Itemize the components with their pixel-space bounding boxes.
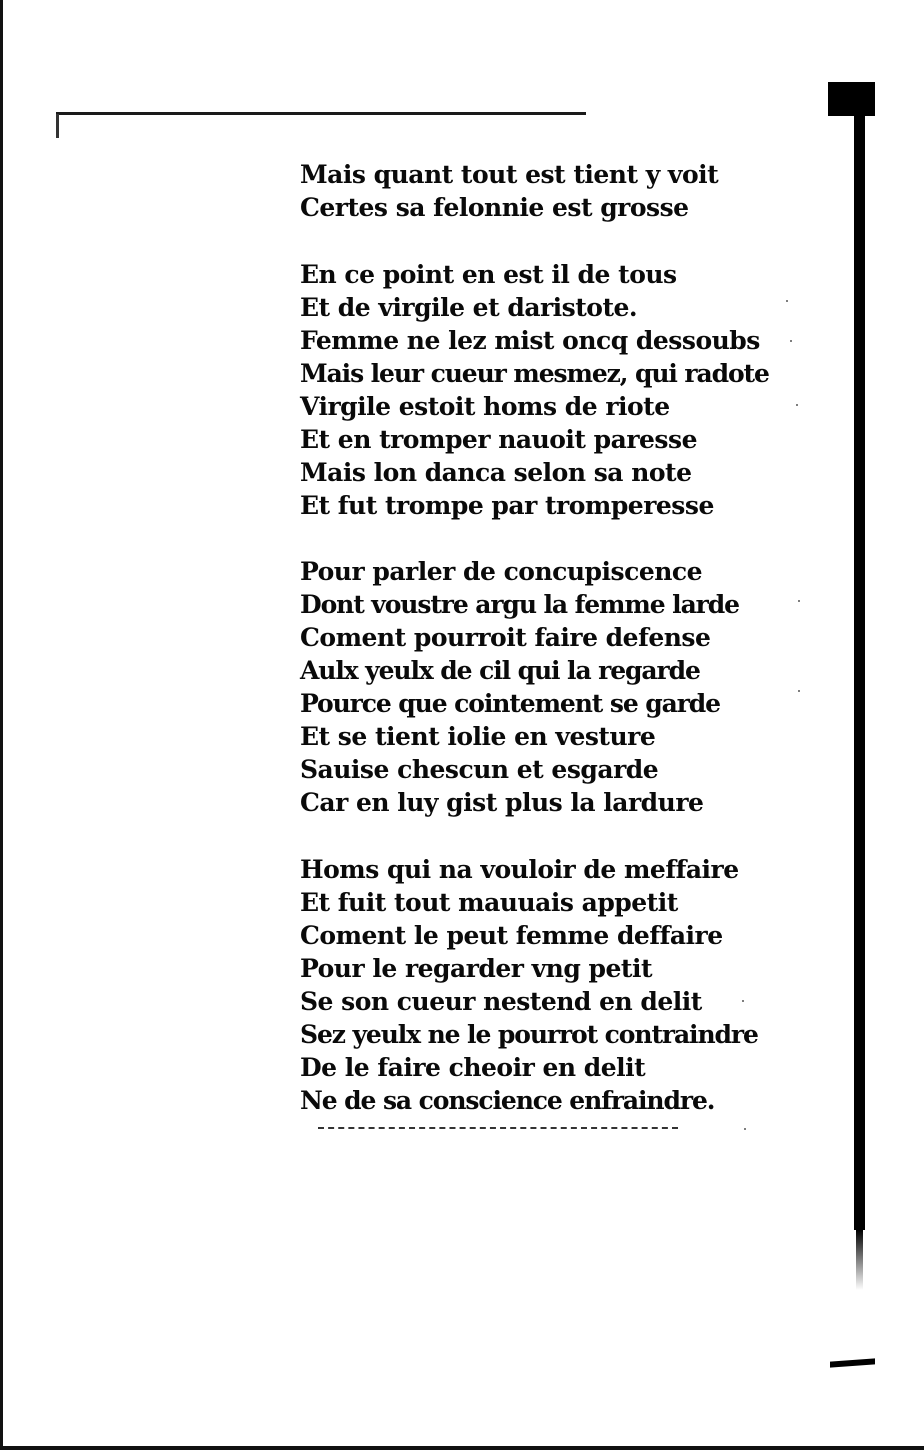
- verse-line: Et fut trompe par tromperesse: [300, 490, 714, 520]
- verse-line: Homs qui na vouloir de meffaire: [300, 854, 739, 884]
- verse-line: De le faire cheoir en delit: [300, 1052, 646, 1082]
- verse-line: Virgile estoit homs de riote: [300, 391, 670, 421]
- verse-line: Et de virgile et daristote.: [300, 292, 638, 322]
- verse-line: Femme ne lez mist oncq dessoubs: [300, 325, 760, 355]
- scan-speck: [796, 404, 798, 406]
- scan-speck: [786, 300, 788, 302]
- verse-line: En ce point en est il de tous: [300, 259, 677, 289]
- verse-line: Et en tromper nauoit paresse: [300, 424, 697, 454]
- binding-bar-cap: [828, 82, 875, 116]
- verse-line: Mais quant tout est tient y voit: [300, 160, 719, 189]
- verse-line: Aulx yeulx de cil qui la regarde: [300, 656, 700, 685]
- margin-mark: [830, 1358, 875, 1367]
- binding-bar-taper: [856, 1230, 863, 1290]
- verse-line: Se son cueur nestend en delit: [300, 986, 702, 1016]
- verse-line: Sauise chescun et esgarde: [300, 755, 659, 784]
- scan-speck: [798, 690, 800, 692]
- scan-speck: [790, 340, 792, 342]
- verse-line: Coment pourroit faire defense: [300, 623, 711, 652]
- verse-line: Et se tient iolie en vesture: [300, 722, 656, 751]
- stanza-1: [300, 158, 770, 224]
- verse-line: Pource que cointement se garde: [300, 689, 720, 718]
- page-bottom-edge: [0, 1446, 924, 1450]
- verse-line: Dont voustre argu la femme larde: [300, 590, 739, 619]
- verse-line: Mais leur cueur mesmez, qui radote: [300, 358, 769, 388]
- stanza-4: [300, 853, 770, 1117]
- verse-line: Sez yeulx ne le pourrot contraindre: [300, 1019, 758, 1049]
- verse-line: Et fuit tout mauuais appetit: [300, 887, 678, 917]
- poem-text: [300, 158, 770, 1117]
- stanza-2: [300, 258, 770, 522]
- verse-line: Pour le regarder vng petit: [300, 953, 653, 983]
- page-left-edge: [0, 0, 3, 1450]
- verse-line: Pour parler de concupiscence: [300, 557, 703, 586]
- verse-line: Mais lon danca selon sa note: [300, 457, 692, 487]
- scan-speck: [744, 1128, 746, 1130]
- header-rule-tick: [56, 114, 59, 138]
- print-artifact-line: [318, 1127, 678, 1131]
- verse-line: Certes sa felonnie est grosse: [300, 193, 689, 222]
- verse-line: Coment le peut femme deffaire: [300, 920, 723, 950]
- verse-line: Ne de sa conscience enfraindre.: [300, 1085, 715, 1115]
- stanza-3: [300, 555, 770, 819]
- binding-bar: [854, 110, 865, 1230]
- header-rule: [56, 112, 586, 115]
- verse-line: Car en luy gist plus la lardure: [300, 788, 704, 817]
- scan-speck: [798, 600, 800, 602]
